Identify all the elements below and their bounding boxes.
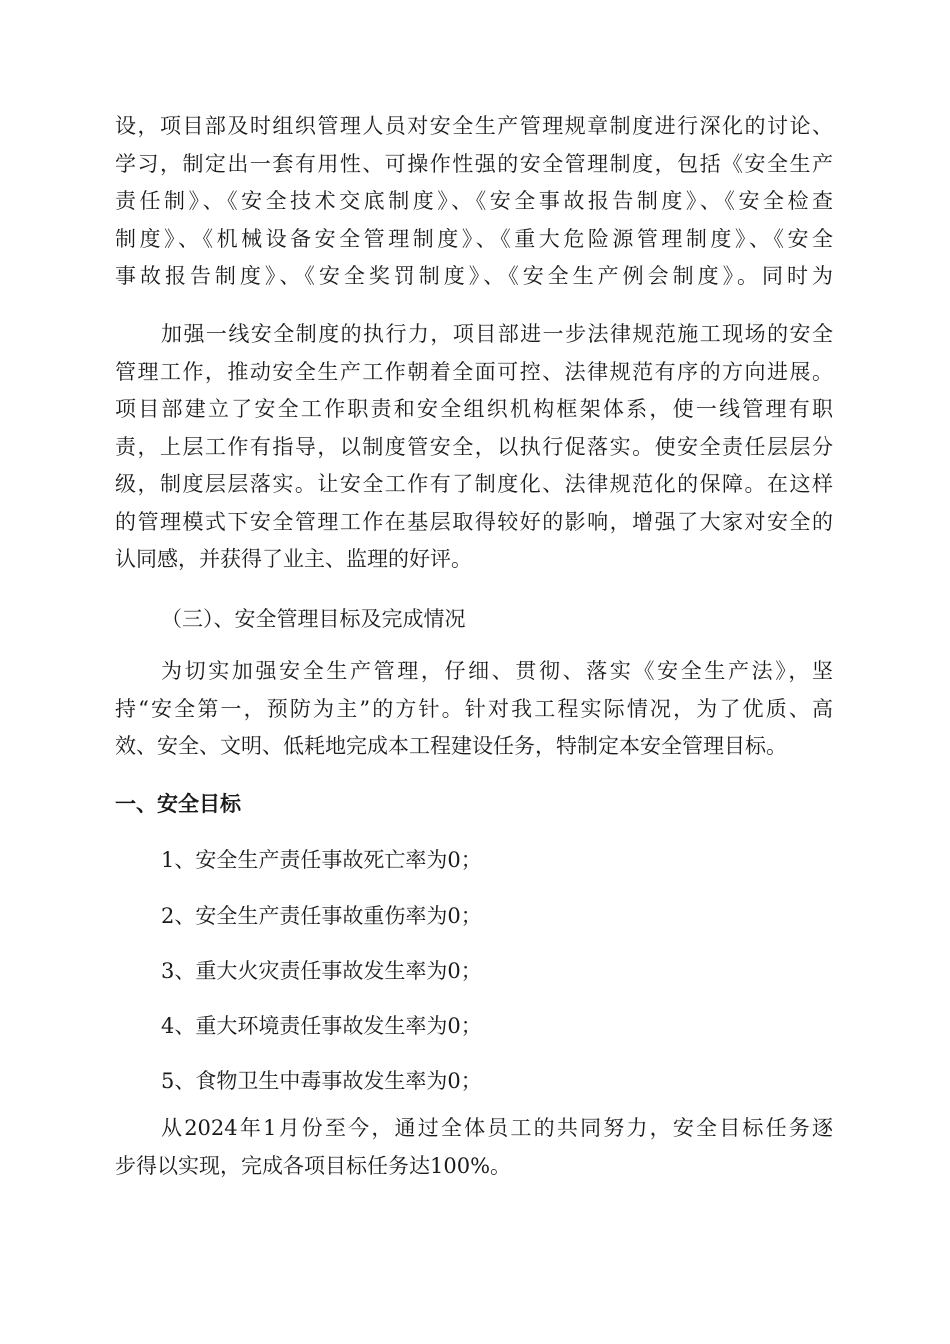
text-line: 责，上层工作有指导，以制度管安全，以执行促落实。使安全责任层层分 — [115, 434, 833, 459]
target-item: 4、重大环境责任事故发生率为0； — [161, 1014, 482, 1038]
paragraph-objectives-intro — [115, 653, 833, 766]
text-line: 学习，制定出一套有用性、可操作性强的安全管理制度，包括《安全生产 — [115, 151, 833, 176]
paragraph-safety-rules — [115, 108, 833, 296]
text-line: 效、安全、文明、低耗地完成本工程建设任务，特制定本安全管理目标。 — [115, 734, 787, 758]
text-line: 责任制》、《安全技术交底制度》、《安全事故报告制度》、《安全检查 — [115, 189, 833, 213]
target-item: 3、重大火灾责任事故发生率为0； — [161, 959, 482, 983]
paragraph-execution — [115, 316, 833, 579]
text-line: 认同感，并获得了业主、监理的好评。 — [115, 547, 472, 571]
text-line: 加强一线安全制度的执行力，项目部进一步法律规范施工现场的安全 — [161, 322, 833, 346]
heading-safety-targets: 一、安全目标 — [115, 792, 241, 816]
text-line: 的管理模式下安全管理工作在基层取得较好的影响，增强了大家对安全的 — [115, 509, 833, 534]
text-line: 制度》、《机械设备安全管理制度》、《重大危险源管理制度》、《安全 — [115, 226, 833, 251]
text-line: 持“安全第一，预防为主”的方针。针对我工程实际情况，为了优质、高 — [115, 696, 833, 721]
text-line: 事故报告制度》、《安全奖罚制度》、《安全生产例会制度》。同时为 — [115, 264, 833, 288]
text-line: 从2024年1月份至今，通过全体员工的共同努力，安全目标任务逐 — [161, 1116, 833, 1140]
target-item: 2、安全生产责任事故重伤率为0； — [161, 904, 482, 928]
text-line: 管理工作，推动安全生产工作朝着全面可控、法律规范有序的方向进展。 — [115, 359, 833, 384]
text-line: 为切实加强安全生产管理，仔细、贯彻、落实《安全生产法》，坚 — [161, 659, 833, 683]
text-line: 步得以实现，完成各项目标任务达100%。 — [115, 1153, 512, 1178]
paragraph-completion — [115, 1110, 833, 1185]
text-line: 项目部建立了安全工作职责和安全组织机构框架体系，使一线管理有职 — [115, 397, 833, 421]
target-item: 5、食物卫生中毒事故发生率为0； — [161, 1069, 482, 1093]
text-line: 设，项目部及时组织管理人员对安全生产管理规章制度进行深化的讨论、 — [115, 114, 833, 138]
text-line: 级，制度层层落实。让安全工作有了制度化、法律规范化的保障。在这样 — [115, 472, 833, 496]
target-item: 1、安全生产责任事故死亡率为0； — [161, 848, 482, 872]
section-title: （三）、安全管理目标及完成情况 — [161, 607, 466, 631]
